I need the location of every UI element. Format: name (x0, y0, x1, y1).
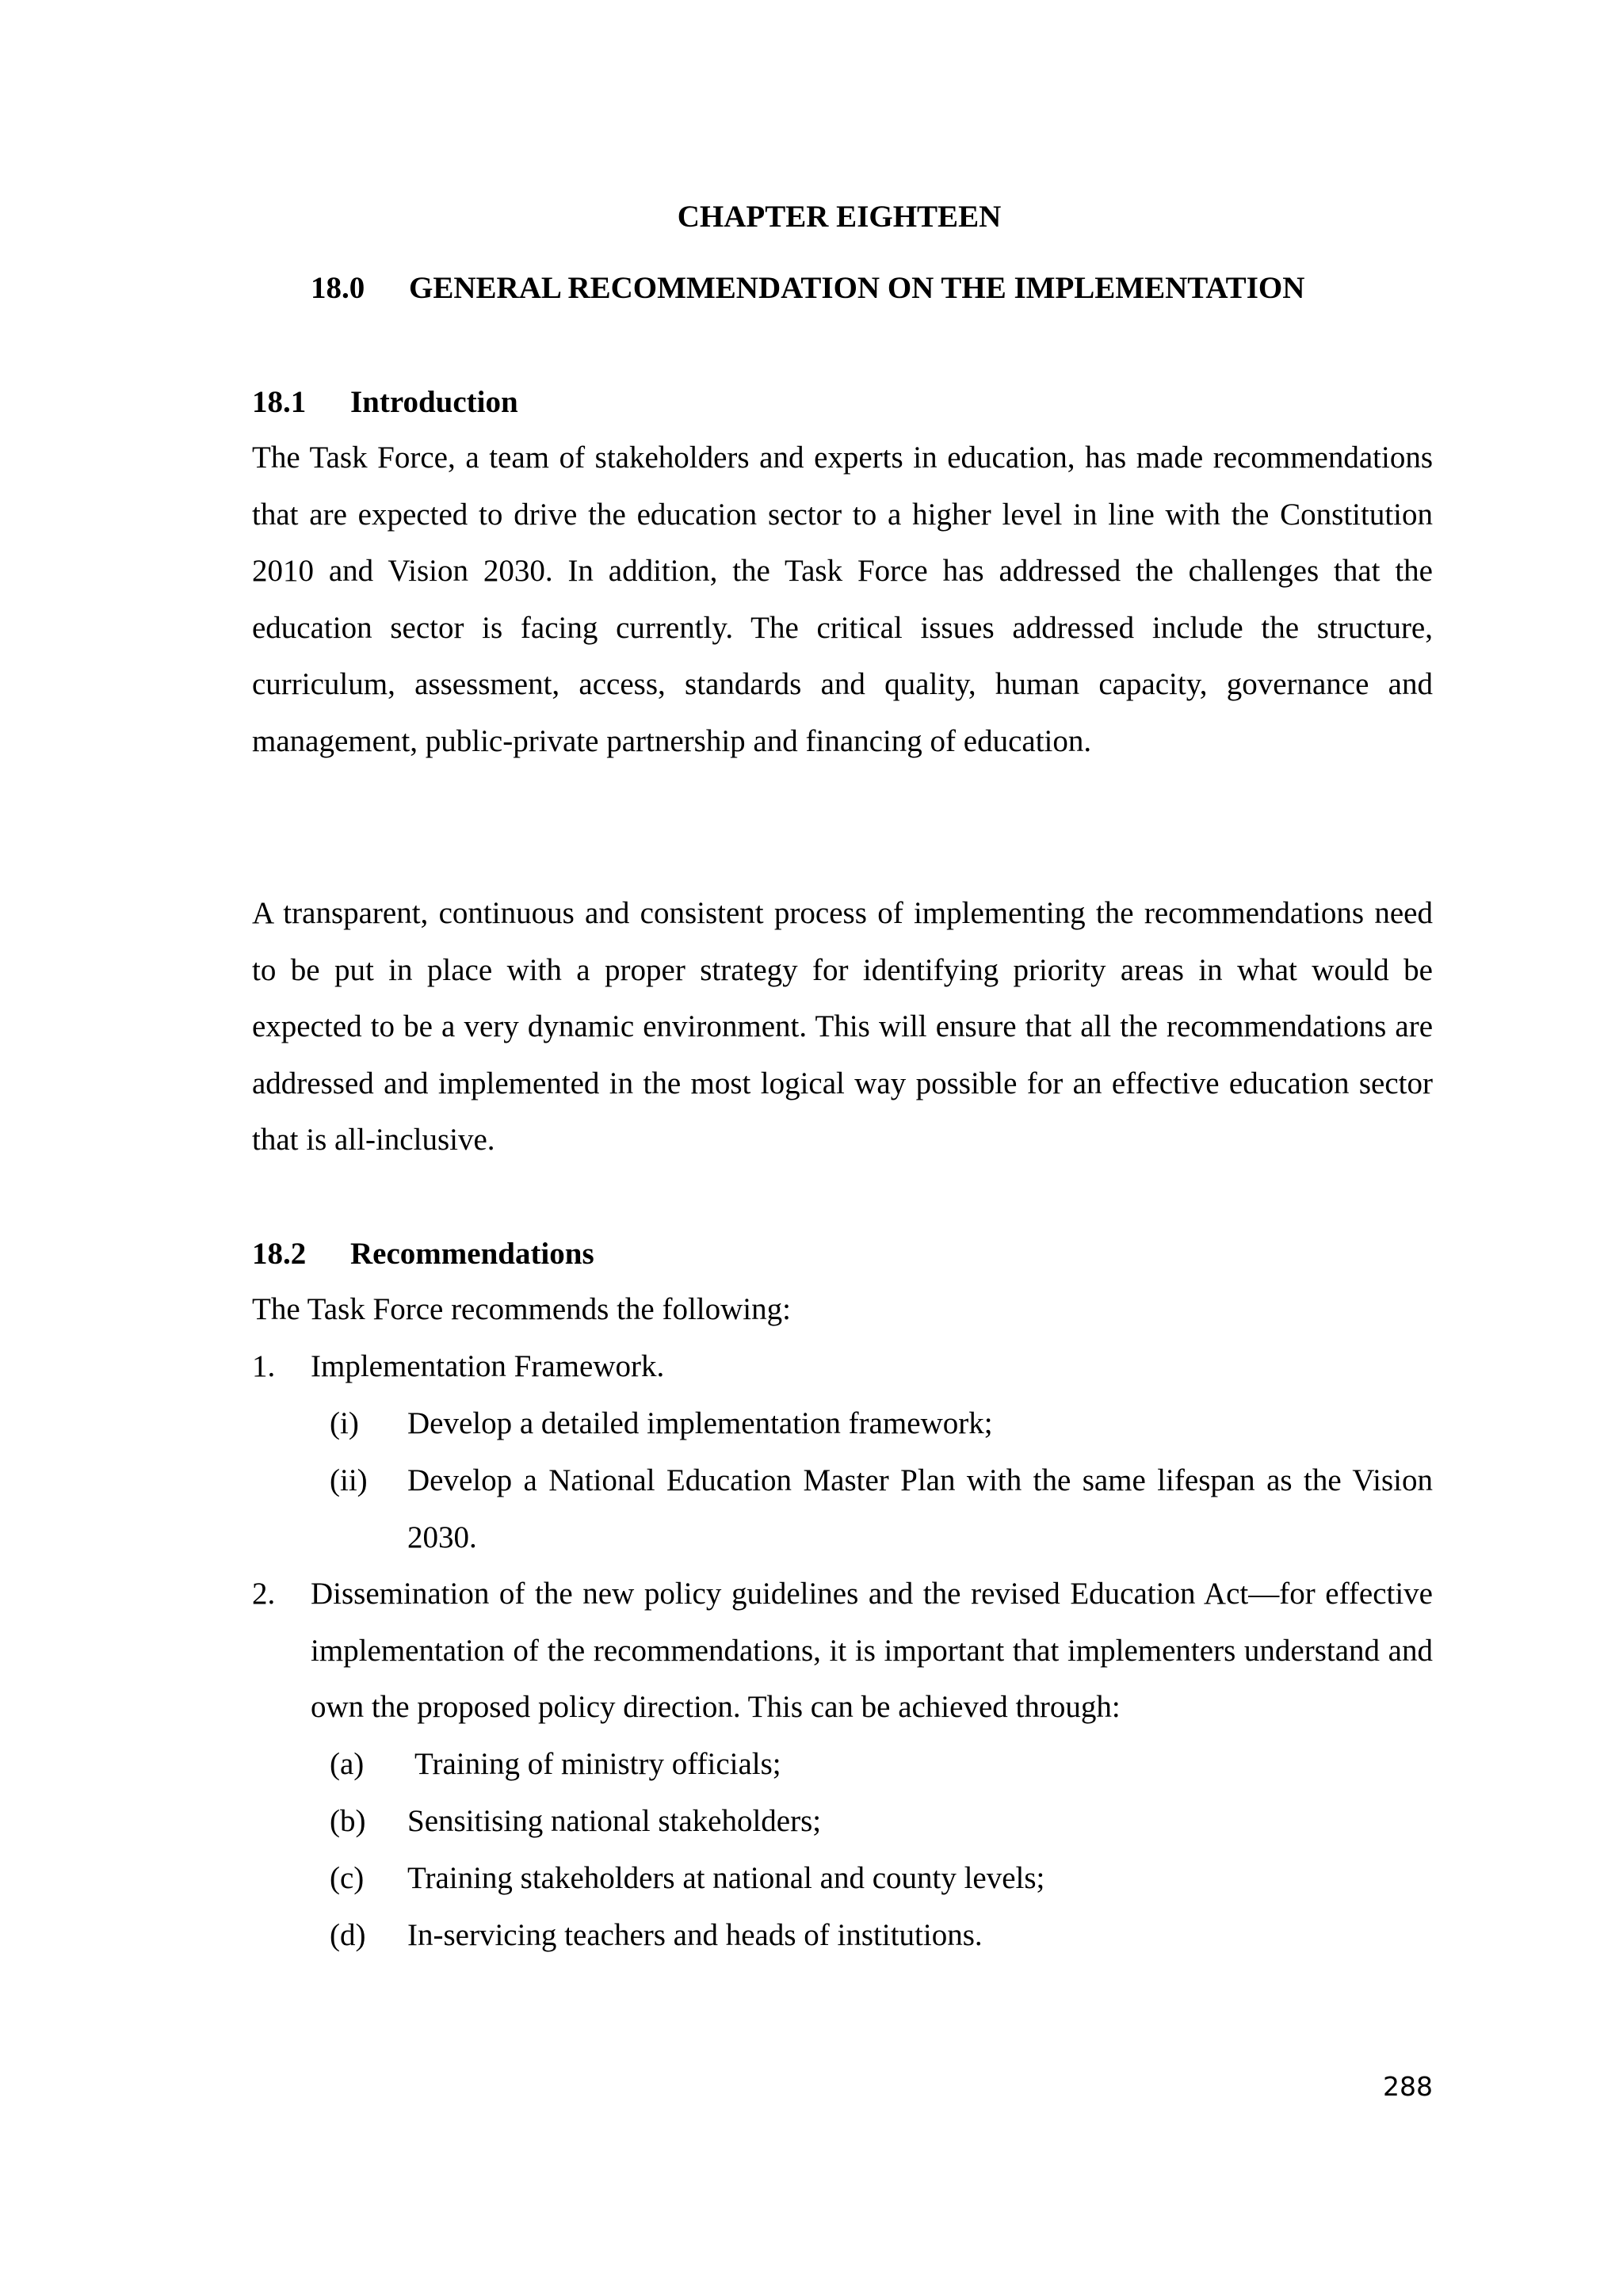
sub-item-text: Training stakeholders at national and county levels; (407, 1861, 1045, 1895)
sub-item-text: Training of ministry officials; (407, 1747, 781, 1781)
section-number: 18.2 (252, 1237, 307, 1271)
sub-item-label: (a) (330, 1747, 365, 1781)
section-title: Recommendations (350, 1237, 594, 1271)
sub-item-label: (ii) (330, 1463, 368, 1497)
sub-item-text: Develop a detailed implementation framework; (407, 1406, 993, 1440)
intro-paragraph-2: A transparent, continuous and consistent process of implementing the recommendations need to be put in place with a proper strategy for identifying priority areas in what would be expected to be a very dynamic environment. This will ensure that all the recommendations are addressed and implemented in the most logical way possible for an effective education sector that is all-inclusive. (252, 896, 1433, 1157)
sub-item-label: (d) (330, 1918, 366, 1952)
section-heading-recommendations (252, 1232, 1433, 1276)
main-heading-title: GENERAL RECOMMENDATION ON THE IMPLEMENTATION (409, 271, 1305, 305)
sub-item-text: Sensitising national stakeholders; (407, 1804, 822, 1838)
sub-item-text: In-servicing teachers and heads of institutions. (407, 1918, 983, 1952)
list-item-number: 2. (252, 1577, 276, 1611)
section-title: Introduction (350, 385, 518, 419)
chapter-title: CHAPTER EIGHTEEN (677, 200, 1002, 234)
recommendations-intro: The Task Force recommends the following: (252, 1292, 791, 1326)
section-number: 18.1 (252, 385, 307, 419)
main-heading-number: 18.0 (311, 271, 365, 305)
sub-item-text: Develop a National Education Master Plan with the same lifespan as the Vision 2030. (407, 1463, 1433, 1554)
section-heading-introduction (252, 380, 1433, 425)
page-number: 288 (1383, 2071, 1433, 2102)
main-heading (311, 266, 1436, 311)
intro-paragraph-1: The Task Force, a team of stakeholders and experts in education, has made recommendations that are expected to drive the education sector to a higher level in line with the Constitution 2010 and Vision 2030. In addition, the Task Force has addressed the challenges that the education sector is facing currently. The critical issues addressed include the structure, curriculum, assessment, access, standards and quality, human capacity, governance and management, public-private partnership and financing of education. (252, 441, 1433, 758)
list-item-text: Implementation Framework. (311, 1349, 665, 1383)
sub-item-label: (b) (330, 1804, 366, 1838)
list-item-number: 1. (252, 1349, 276, 1383)
list-item-text: Dissemination of the new policy guidelines and the revised Education Act—for effective implementation of the recommendations, it is important that implementers understand and own the proposed policy direction. This can be achieved through: (311, 1577, 1433, 1724)
sub-item-label: (c) (330, 1861, 365, 1895)
sub-item-label: (i) (330, 1406, 359, 1440)
